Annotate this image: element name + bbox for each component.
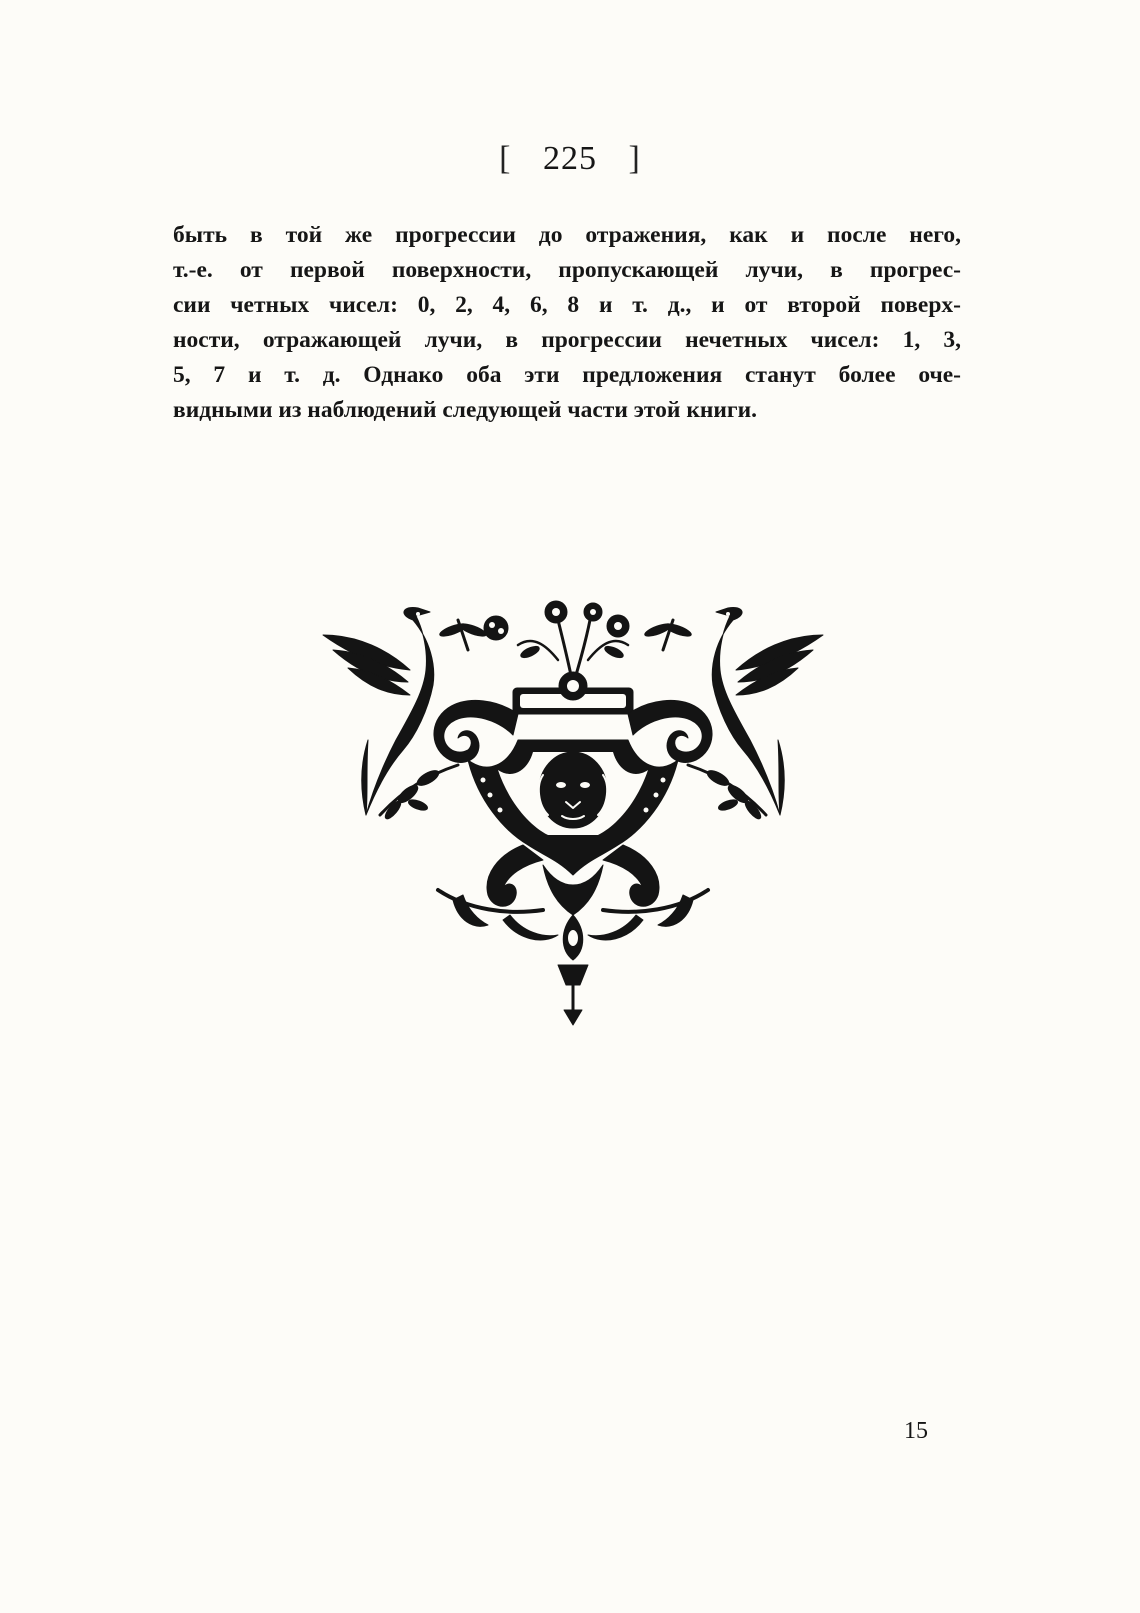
decorative-vignette-icon xyxy=(318,590,828,1030)
bracket-open: [ xyxy=(499,140,512,177)
text-line: видными из наблюдений следующей части этой книги. xyxy=(173,397,758,423)
text-line: ности, отражающей лучи, в прогрессии нечетных чисел: 1, 3, xyxy=(173,327,961,353)
bracket-close: ] xyxy=(628,140,641,177)
folio-number: 15 xyxy=(904,1418,928,1444)
page-header xyxy=(0,140,1140,178)
text-line: сии четных чисел: 0, 2, 4, 6, 8 и т. д., и от второй поверх- xyxy=(173,292,961,318)
lion-mask-icon xyxy=(539,752,607,828)
page-number: 225 xyxy=(543,140,597,177)
text-line: т.-е. от первой поверхности, пропускающей лучи, в прогрес- xyxy=(173,257,961,283)
pendant-icon xyxy=(558,915,588,1025)
text-line: 5, 7 и т. д. Однако оба эти предложения станут более оче- xyxy=(173,362,961,388)
text-line: быть в той же прогрессии до отражения, как и после него, xyxy=(173,222,961,248)
body-paragraph xyxy=(173,218,961,428)
flower-spray-icon xyxy=(484,601,629,685)
